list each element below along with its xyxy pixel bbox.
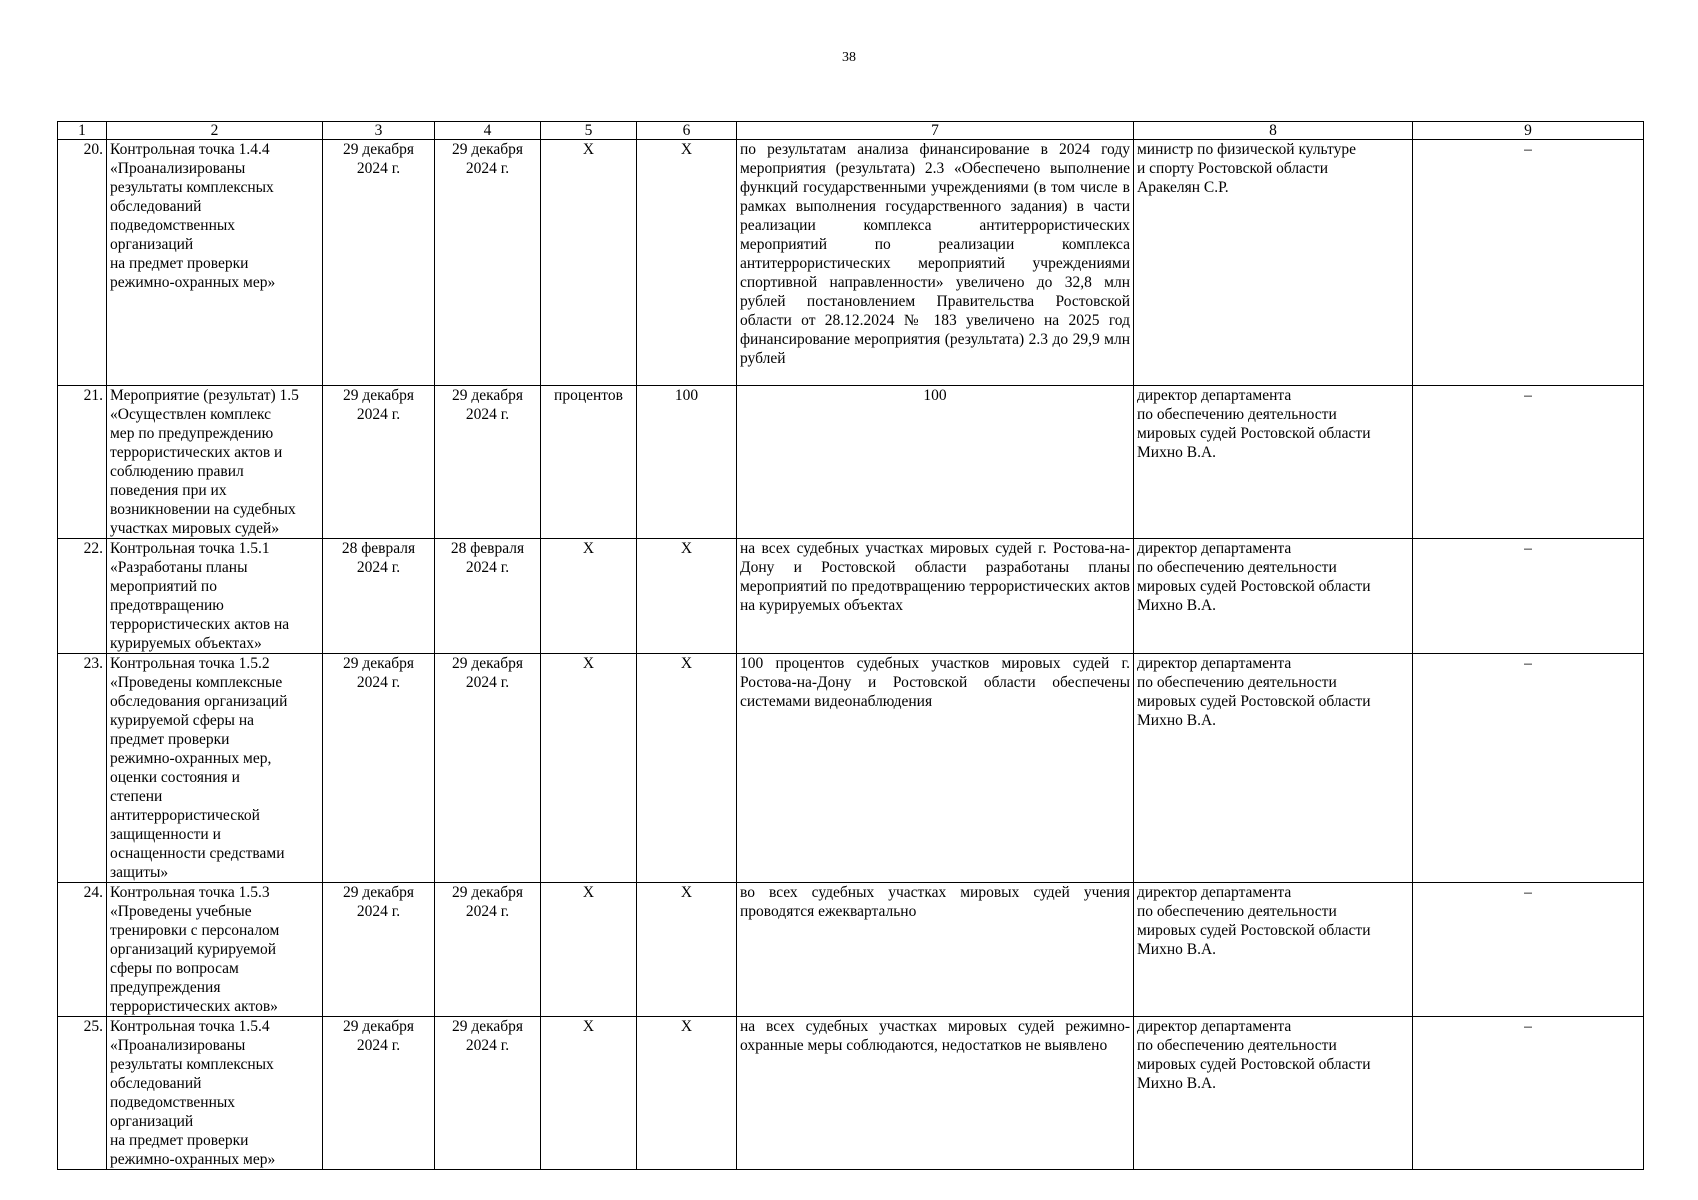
table-row [58,539,1644,654]
row-unit: Х [541,539,637,654]
row-note: – [1413,1017,1644,1170]
row-name: Контрольная точка 1.5.2 «Проведены комплексные обследования организаций курируемой сферы на предмет проверки режимно-охранных мер, оценки состояния и степени антитеррористической защищенности и оснащенности средствами защиты» [107,654,323,883]
row-date-fact: 28 февраля 2024 г. [435,539,541,654]
row-responsible: министр по физической культуре и спорту Ростовской области Аракелян С.Р. [1134,140,1413,386]
row-name: Контрольная точка 1.5.3 «Проведены учебные тренировки с персоналом организаций курируемой сферы по вопросам предупреждения террористических актов» [107,883,323,1017]
column-header: 5 [541,122,637,140]
row-date-plan: 28 февраля 2024 г. [323,539,435,654]
row-date-plan: 29 декабря 2024 г. [323,654,435,883]
column-header: 3 [323,122,435,140]
row-name: Контрольная точка 1.4.4 «Проанализированы результаты комплексных обследований подведомственных организаций на предмет проверки режимно-охранных мер» [107,140,323,386]
row-date-plan: 29 декабря 2024 г. [323,883,435,1017]
row-note: – [1413,883,1644,1017]
row-note: – [1413,140,1644,386]
row-info: 100 процентов судебных участков мировых судей г. Ростова-на-Дону и Ростовской области обеспечены системами видеонаблюдения [737,654,1134,883]
table-row [58,1017,1644,1170]
row-value: 100 [637,386,737,539]
row-date-fact: 29 декабря 2024 г. [435,386,541,539]
row-value: Х [637,654,737,883]
row-note: – [1413,539,1644,654]
row-number: 20. [58,140,107,386]
row-date-plan: 29 декабря 2024 г. [323,386,435,539]
row-date-fact: 29 декабря 2024 г. [435,140,541,386]
row-value: Х [637,140,737,386]
row-date-fact: 29 декабря 2024 г. [435,883,541,1017]
report-table [57,121,1644,1170]
row-unit: Х [541,654,637,883]
row-date-fact: 29 декабря 2024 г. [435,654,541,883]
row-responsible: директор департамента по обеспечению деятельности мировых судей Ростовской области Михно В.А. [1134,883,1413,1017]
row-date-fact: 29 декабря 2024 г. [435,1017,541,1170]
row-responsible: директор департамента по обеспечению деятельности мировых судей Ростовской области Михно В.А. [1134,386,1413,539]
row-unit: Х [541,140,637,386]
row-value: Х [637,883,737,1017]
table-row [58,386,1644,539]
row-unit: процентов [541,386,637,539]
page-number: 38 [842,50,856,65]
row-number: 23. [58,654,107,883]
table-header-row [58,122,1644,140]
row-note: – [1413,654,1644,883]
column-header: 6 [637,122,737,140]
column-header: 1 [58,122,107,140]
column-header: 9 [1413,122,1644,140]
row-responsible: директор департамента по обеспечению деятельности мировых судей Ростовской области Михно В.А. [1134,1017,1413,1170]
row-unit: Х [541,1017,637,1170]
row-number: 21. [58,386,107,539]
row-value: Х [637,539,737,654]
row-name: Контрольная точка 1.5.4 «Проанализированы результаты комплексных обследований подведомственных организаций на предмет проверки режимно-охранных мер» [107,1017,323,1170]
row-date-plan: 29 декабря 2024 г. [323,140,435,386]
table-row [58,654,1644,883]
table-row [58,883,1644,1017]
row-value: Х [637,1017,737,1170]
row-name: Контрольная точка 1.5.1 «Разработаны планы мероприятий по предотвращению террористических актов на курируемых объектах» [107,539,323,654]
row-number: 22. [58,539,107,654]
row-name: Мероприятие (результат) 1.5 «Осуществлен комплекс мер по предупреждению террористических актов и соблюдению правил поведения при их возникновении на судебных участках мировых судей» [107,386,323,539]
row-info: по результатам анализа финансирование в 2024 году мероприятия (результата) 2.3 «Обеспечено выполнение функций государственными учреждениями (в том числе в рамках выполнения государственного задания) в части реализации комплекса антитеррористических мероприятий по реализации комплекса антитеррористических мероприятий учреждениями спортивной направленности» увеличено до 32,8 млн рублей постановлением Правительства Ростовской области от 28.12.2024 № 183 увеличено на 2025 год финансирование мероприятия (результата) 2.3 до 29,9 млн рублей [737,140,1134,386]
row-info: во всех судебных участках мировых судей учения проводятся ежеквартально [737,883,1134,1017]
table-row [58,140,1644,386]
column-header: 8 [1134,122,1413,140]
column-header: 7 [737,122,1134,140]
row-date-plan: 29 декабря 2024 г. [323,1017,435,1170]
column-header: 4 [435,122,541,140]
row-number: 25. [58,1017,107,1170]
row-responsible: директор департамента по обеспечению деятельности мировых судей Ростовской области Михно В.А. [1134,654,1413,883]
row-info: на всех судебных участках мировых судей режимно-охранные меры соблюдаются, недостатков не выявлено [737,1017,1134,1170]
row-unit: Х [541,883,637,1017]
row-info: 100 [737,386,1134,539]
row-number: 24. [58,883,107,1017]
row-note: – [1413,386,1644,539]
row-responsible: директор департамента по обеспечению деятельности мировых судей Ростовской области Михно В.А. [1134,539,1413,654]
column-header: 2 [107,122,323,140]
row-info: на всех судебных участках мировых судей г. Ростова-на-Дону и Ростовской области разработаны планы мероприятий по предотвращению террористических актов на курируемых объектах [737,539,1134,654]
